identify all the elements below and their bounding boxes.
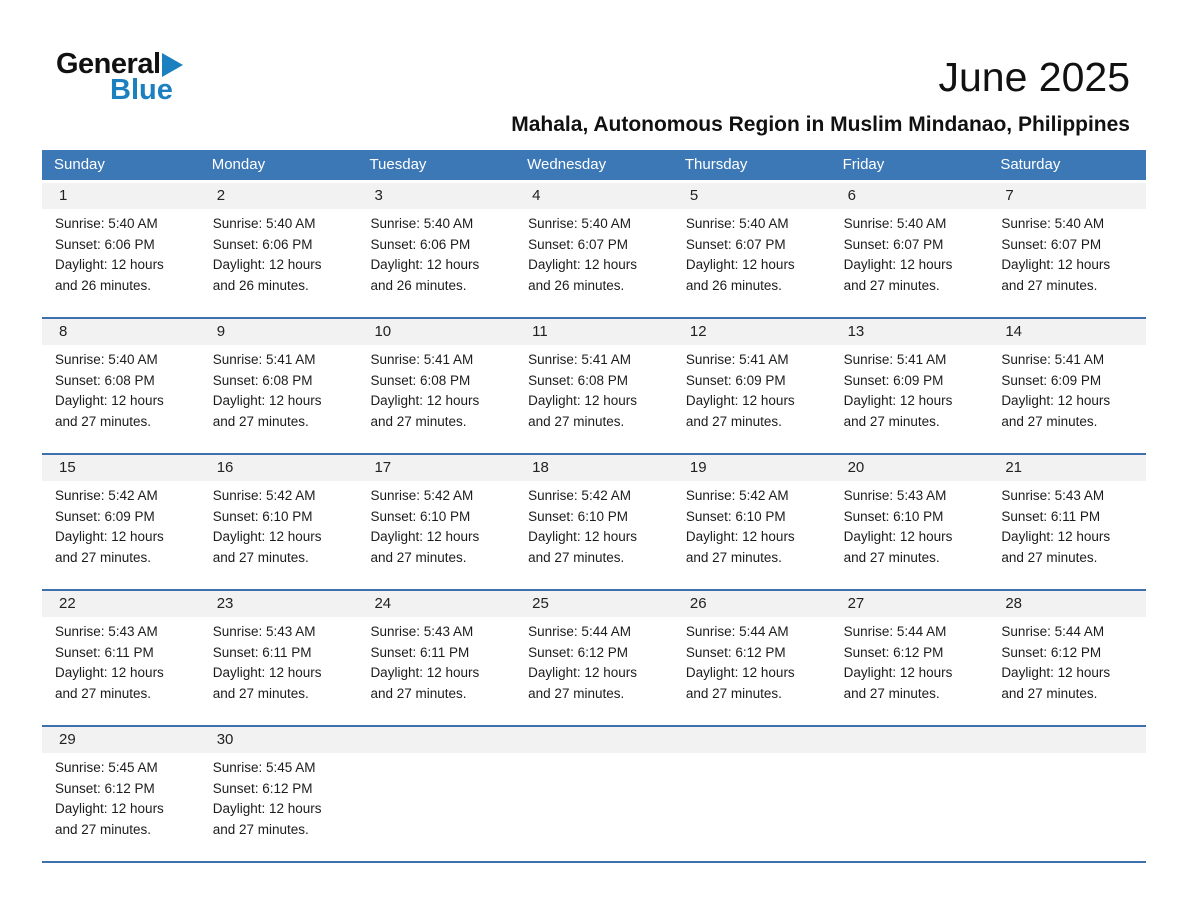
- sunset-text: Sunset: 6:10 PM: [685, 508, 786, 524]
- empty-day-cell: [988, 727, 1146, 861]
- daylight-text: Daylight: 12 hours and 27 minutes.: [843, 665, 953, 701]
- day-cell: [831, 455, 989, 589]
- day-number: 18: [515, 455, 673, 481]
- daylight-text: Daylight: 12 hours and 27 minutes.: [1001, 257, 1111, 293]
- day-number: 4: [515, 183, 673, 209]
- calendar-week-row: [42, 317, 1146, 453]
- day-details: [200, 481, 358, 568]
- day-details: [42, 345, 200, 432]
- daylight-text: Daylight: 12 hours and 26 minutes.: [528, 257, 637, 293]
- daylight-text: Daylight: 12 hours and 27 minutes.: [528, 529, 637, 565]
- daylight-text: Daylight: 12 hours and 27 minutes.: [528, 665, 637, 701]
- day-cell: [42, 455, 200, 589]
- month-title: June 2025: [938, 54, 1130, 100]
- sunrise-text: Sunrise: 5:43 AM: [212, 624, 316, 639]
- day-cell: [988, 319, 1146, 453]
- day-details: [42, 209, 200, 296]
- day-cell: [515, 455, 673, 589]
- daylight-text: Daylight: 12 hours and 27 minutes.: [843, 393, 953, 429]
- sunrise-text: Sunrise: 5:42 AM: [528, 488, 631, 503]
- daylight-text: Daylight: 12 hours and 27 minutes.: [55, 665, 164, 701]
- day-details: [831, 345, 989, 432]
- day-number: 1: [42, 183, 200, 209]
- day-number: 2: [200, 183, 358, 209]
- day-details: [200, 753, 358, 840]
- logo-triangle-icon: [162, 53, 183, 77]
- calendar-week-row: [42, 725, 1146, 861]
- daylight-text: Daylight: 12 hours and 27 minutes.: [370, 529, 480, 565]
- day-cell: [200, 727, 358, 861]
- day-number: 23: [200, 591, 358, 617]
- sunrise-text: Sunrise: 5:44 AM: [528, 624, 631, 639]
- sunset-text: Sunset: 6:09 PM: [55, 508, 155, 524]
- day-number: 11: [515, 319, 673, 345]
- day-details: [200, 617, 358, 704]
- sunset-text: Sunset: 6:10 PM: [528, 508, 628, 524]
- day-number: 10: [357, 319, 515, 345]
- day-cell: [515, 591, 673, 725]
- day-cell: [357, 319, 515, 453]
- sunrise-text: Sunrise: 5:41 AM: [212, 352, 316, 367]
- day-number: 29: [42, 727, 200, 753]
- calendar-week-row: [42, 453, 1146, 589]
- daylight-text: Daylight: 12 hours and 27 minutes.: [55, 393, 164, 429]
- day-cell: [357, 183, 515, 317]
- day-details: [831, 753, 989, 758]
- daylight-text: Daylight: 12 hours and 27 minutes.: [685, 393, 795, 429]
- day-number: 25: [515, 591, 673, 617]
- sunrise-text: Sunrise: 5:43 AM: [55, 624, 158, 639]
- day-cell: [200, 455, 358, 589]
- day-details: [200, 209, 358, 296]
- day-details: [831, 617, 989, 704]
- empty-day-cell: [831, 727, 989, 861]
- day-details: [988, 753, 1146, 758]
- day-details: [515, 481, 673, 568]
- day-number: 24: [357, 591, 515, 617]
- day-cell: [200, 319, 358, 453]
- daylight-text: Daylight: 12 hours and 27 minutes.: [370, 393, 480, 429]
- day-number: 13: [831, 319, 989, 345]
- day-cell: [42, 727, 200, 861]
- sunrise-text: Sunrise: 5:40 AM: [55, 216, 158, 231]
- day-details: [42, 481, 200, 568]
- day-details: [357, 753, 515, 758]
- sunset-text: Sunset: 6:07 PM: [1001, 236, 1102, 252]
- weekday-header-thursday: Thursday: [684, 156, 748, 173]
- sunset-text: Sunset: 6:06 PM: [212, 236, 313, 252]
- day-number: 28: [988, 591, 1146, 617]
- sunset-text: Sunset: 6:10 PM: [843, 508, 944, 524]
- sunrise-text: Sunrise: 5:45 AM: [212, 760, 316, 775]
- day-number: 22: [42, 591, 200, 617]
- day-number: [831, 727, 989, 753]
- sunrise-text: Sunrise: 5:40 AM: [55, 352, 158, 367]
- daylight-text: Daylight: 12 hours and 26 minutes.: [685, 257, 795, 293]
- sunset-text: Sunset: 6:12 PM: [843, 644, 944, 660]
- empty-day-cell: [673, 727, 831, 861]
- day-number: [515, 727, 673, 753]
- daylight-text: Daylight: 12 hours and 27 minutes.: [55, 529, 164, 565]
- sunrise-text: Sunrise: 5:40 AM: [685, 216, 789, 231]
- day-number: 14: [988, 319, 1146, 345]
- day-details: [357, 481, 515, 568]
- sunrise-text: Sunrise: 5:40 AM: [212, 216, 316, 231]
- sunset-text: Sunset: 6:11 PM: [370, 644, 470, 660]
- sunrise-text: Sunrise: 5:41 AM: [528, 352, 631, 367]
- daylight-text: Daylight: 12 hours and 27 minutes.: [212, 801, 322, 837]
- day-number: 27: [831, 591, 989, 617]
- day-details: [357, 617, 515, 704]
- calendar-weeks: [42, 183, 1146, 863]
- day-cell: [831, 183, 989, 317]
- day-cell: [42, 183, 200, 317]
- day-cell: [515, 319, 673, 453]
- day-number: 20: [831, 455, 989, 481]
- sunset-text: Sunset: 6:09 PM: [685, 372, 786, 388]
- daylight-text: Daylight: 12 hours and 26 minutes.: [370, 257, 480, 293]
- sunrise-text: Sunrise: 5:43 AM: [843, 488, 947, 503]
- sunrise-text: Sunrise: 5:41 AM: [370, 352, 474, 367]
- day-details: [357, 345, 515, 432]
- weekday-header-tuesday: Tuesday: [369, 156, 427, 173]
- day-details: [200, 345, 358, 432]
- sunset-text: Sunset: 6:09 PM: [843, 372, 944, 388]
- day-details: [515, 345, 673, 432]
- sunrise-text: Sunrise: 5:40 AM: [528, 216, 631, 231]
- sunrise-text: Sunrise: 5:40 AM: [1001, 216, 1105, 231]
- day-details: [42, 753, 200, 840]
- daylight-text: Daylight: 12 hours and 27 minutes.: [843, 529, 953, 565]
- sunset-text: Sunset: 6:12 PM: [528, 644, 628, 660]
- sunrise-text: Sunrise: 5:42 AM: [55, 488, 158, 503]
- daylight-text: Daylight: 12 hours and 26 minutes.: [212, 257, 322, 293]
- daylight-text: Daylight: 12 hours and 26 minutes.: [55, 257, 164, 293]
- day-details: [357, 209, 515, 296]
- sunset-text: Sunset: 6:12 PM: [55, 780, 155, 796]
- sunset-text: Sunset: 6:08 PM: [212, 372, 313, 388]
- day-number: 5: [673, 183, 831, 209]
- daylight-text: Daylight: 12 hours and 27 minutes.: [212, 393, 322, 429]
- empty-day-cell: [515, 727, 673, 861]
- day-number: 6: [831, 183, 989, 209]
- sunset-text: Sunset: 6:06 PM: [55, 236, 155, 252]
- day-number: 26: [673, 591, 831, 617]
- sunrise-text: Sunrise: 5:44 AM: [1001, 624, 1105, 639]
- sunset-text: Sunset: 6:09 PM: [1001, 372, 1102, 388]
- sunrise-text: Sunrise: 5:42 AM: [370, 488, 474, 503]
- day-details: [515, 209, 673, 296]
- day-details: [831, 209, 989, 296]
- day-details: [831, 481, 989, 568]
- day-cell: [357, 591, 515, 725]
- weekday-header-saturday: Saturday: [1000, 156, 1061, 173]
- day-cell: [673, 455, 831, 589]
- sunrise-text: Sunrise: 5:41 AM: [685, 352, 789, 367]
- empty-day-cell: [357, 727, 515, 861]
- sunset-text: Sunset: 6:10 PM: [370, 508, 471, 524]
- day-details: [988, 481, 1146, 568]
- calendar-week-row: [42, 589, 1146, 725]
- day-cell: [673, 591, 831, 725]
- sunrise-text: Sunrise: 5:44 AM: [843, 624, 947, 639]
- day-number: [357, 727, 515, 753]
- sunset-text: Sunset: 6:08 PM: [370, 372, 471, 388]
- daylight-text: Daylight: 12 hours and 27 minutes.: [1001, 529, 1111, 565]
- sunrise-text: Sunrise: 5:41 AM: [1001, 352, 1105, 367]
- sunset-text: Sunset: 6:07 PM: [843, 236, 944, 252]
- day-details: [988, 617, 1146, 704]
- daylight-text: Daylight: 12 hours and 27 minutes.: [528, 393, 637, 429]
- page-header: [0, 0, 1188, 105]
- day-details: [515, 617, 673, 704]
- calendar-week-row: [42, 183, 1146, 317]
- sunset-text: Sunset: 6:08 PM: [55, 372, 155, 388]
- sunrise-text: Sunrise: 5:40 AM: [843, 216, 947, 231]
- daylight-text: Daylight: 12 hours and 27 minutes.: [212, 529, 322, 565]
- day-cell: [515, 183, 673, 317]
- sunrise-text: Sunrise: 5:41 AM: [843, 352, 947, 367]
- logo-text-general: General: [56, 48, 161, 80]
- day-details: [673, 617, 831, 704]
- day-number: 9: [200, 319, 358, 345]
- day-cell: [200, 591, 358, 725]
- sunrise-text: Sunrise: 5:42 AM: [685, 488, 789, 503]
- weekday-header-sunday: Sunday: [54, 156, 105, 173]
- day-details: [42, 617, 200, 704]
- daylight-text: Daylight: 12 hours and 27 minutes.: [843, 257, 953, 293]
- day-details: [515, 753, 673, 758]
- sunset-text: Sunset: 6:11 PM: [1001, 508, 1101, 524]
- day-details: [988, 345, 1146, 432]
- day-number: 19: [673, 455, 831, 481]
- sunrise-text: Sunrise: 5:43 AM: [1001, 488, 1105, 503]
- sunrise-text: Sunrise: 5:45 AM: [55, 760, 158, 775]
- day-cell: [988, 455, 1146, 589]
- sunset-text: Sunset: 6:12 PM: [1001, 644, 1102, 660]
- day-cell: [42, 591, 200, 725]
- day-cell: [42, 319, 200, 453]
- day-number: 16: [200, 455, 358, 481]
- sunset-text: Sunset: 6:12 PM: [212, 780, 313, 796]
- day-cell: [988, 183, 1146, 317]
- sunset-text: Sunset: 6:07 PM: [528, 236, 628, 252]
- day-details: [673, 209, 831, 296]
- sunset-text: Sunset: 6:06 PM: [370, 236, 471, 252]
- day-number: 7: [988, 183, 1146, 209]
- sunrise-text: Sunrise: 5:44 AM: [685, 624, 789, 639]
- sunrise-text: Sunrise: 5:40 AM: [370, 216, 474, 231]
- daylight-text: Daylight: 12 hours and 27 minutes.: [685, 665, 795, 701]
- day-number: [673, 727, 831, 753]
- day-number: 21: [988, 455, 1146, 481]
- day-cell: [673, 183, 831, 317]
- day-details: [673, 753, 831, 758]
- daylight-text: Daylight: 12 hours and 27 minutes.: [1001, 665, 1111, 701]
- logo-text-blue: Blue: [110, 74, 173, 106]
- day-details: [673, 345, 831, 432]
- day-cell: [831, 591, 989, 725]
- day-details: [988, 209, 1146, 296]
- day-number: 15: [42, 455, 200, 481]
- weekday-header-row: [42, 150, 1146, 180]
- daylight-text: Daylight: 12 hours and 27 minutes.: [212, 665, 322, 701]
- weekday-header-monday: Monday: [211, 156, 266, 173]
- sunset-text: Sunset: 6:11 PM: [55, 644, 154, 660]
- day-cell: [831, 319, 989, 453]
- sunset-text: Sunset: 6:07 PM: [685, 236, 786, 252]
- day-number: 30: [200, 727, 358, 753]
- day-number: [988, 727, 1146, 753]
- day-cell: [988, 591, 1146, 725]
- calendar-table: [42, 150, 1146, 863]
- weekday-header-friday: Friday: [842, 156, 885, 173]
- day-cell: [357, 455, 515, 589]
- day-number: 17: [357, 455, 515, 481]
- general-blue-logo: [56, 50, 183, 105]
- sunrise-text: Sunrise: 5:43 AM: [370, 624, 474, 639]
- day-number: 8: [42, 319, 200, 345]
- day-number: 12: [673, 319, 831, 345]
- day-cell: [200, 183, 358, 317]
- day-details: [673, 481, 831, 568]
- sunset-text: Sunset: 6:08 PM: [528, 372, 628, 388]
- sunset-text: Sunset: 6:10 PM: [212, 508, 313, 524]
- daylight-text: Daylight: 12 hours and 27 minutes.: [370, 665, 480, 701]
- daylight-text: Daylight: 12 hours and 27 minutes.: [685, 529, 795, 565]
- day-number: 3: [357, 183, 515, 209]
- sunset-text: Sunset: 6:11 PM: [212, 644, 312, 660]
- location-title: Mahala, Autonomous Region in Muslim Mindanao, Philippines: [511, 113, 1130, 136]
- daylight-text: Daylight: 12 hours and 27 minutes.: [55, 801, 164, 837]
- daylight-text: Daylight: 12 hours and 27 minutes.: [1001, 393, 1111, 429]
- weekday-header-wednesday: Wednesday: [527, 156, 607, 173]
- sunrise-text: Sunrise: 5:42 AM: [212, 488, 316, 503]
- day-cell: [673, 319, 831, 453]
- sunset-text: Sunset: 6:12 PM: [685, 644, 786, 660]
